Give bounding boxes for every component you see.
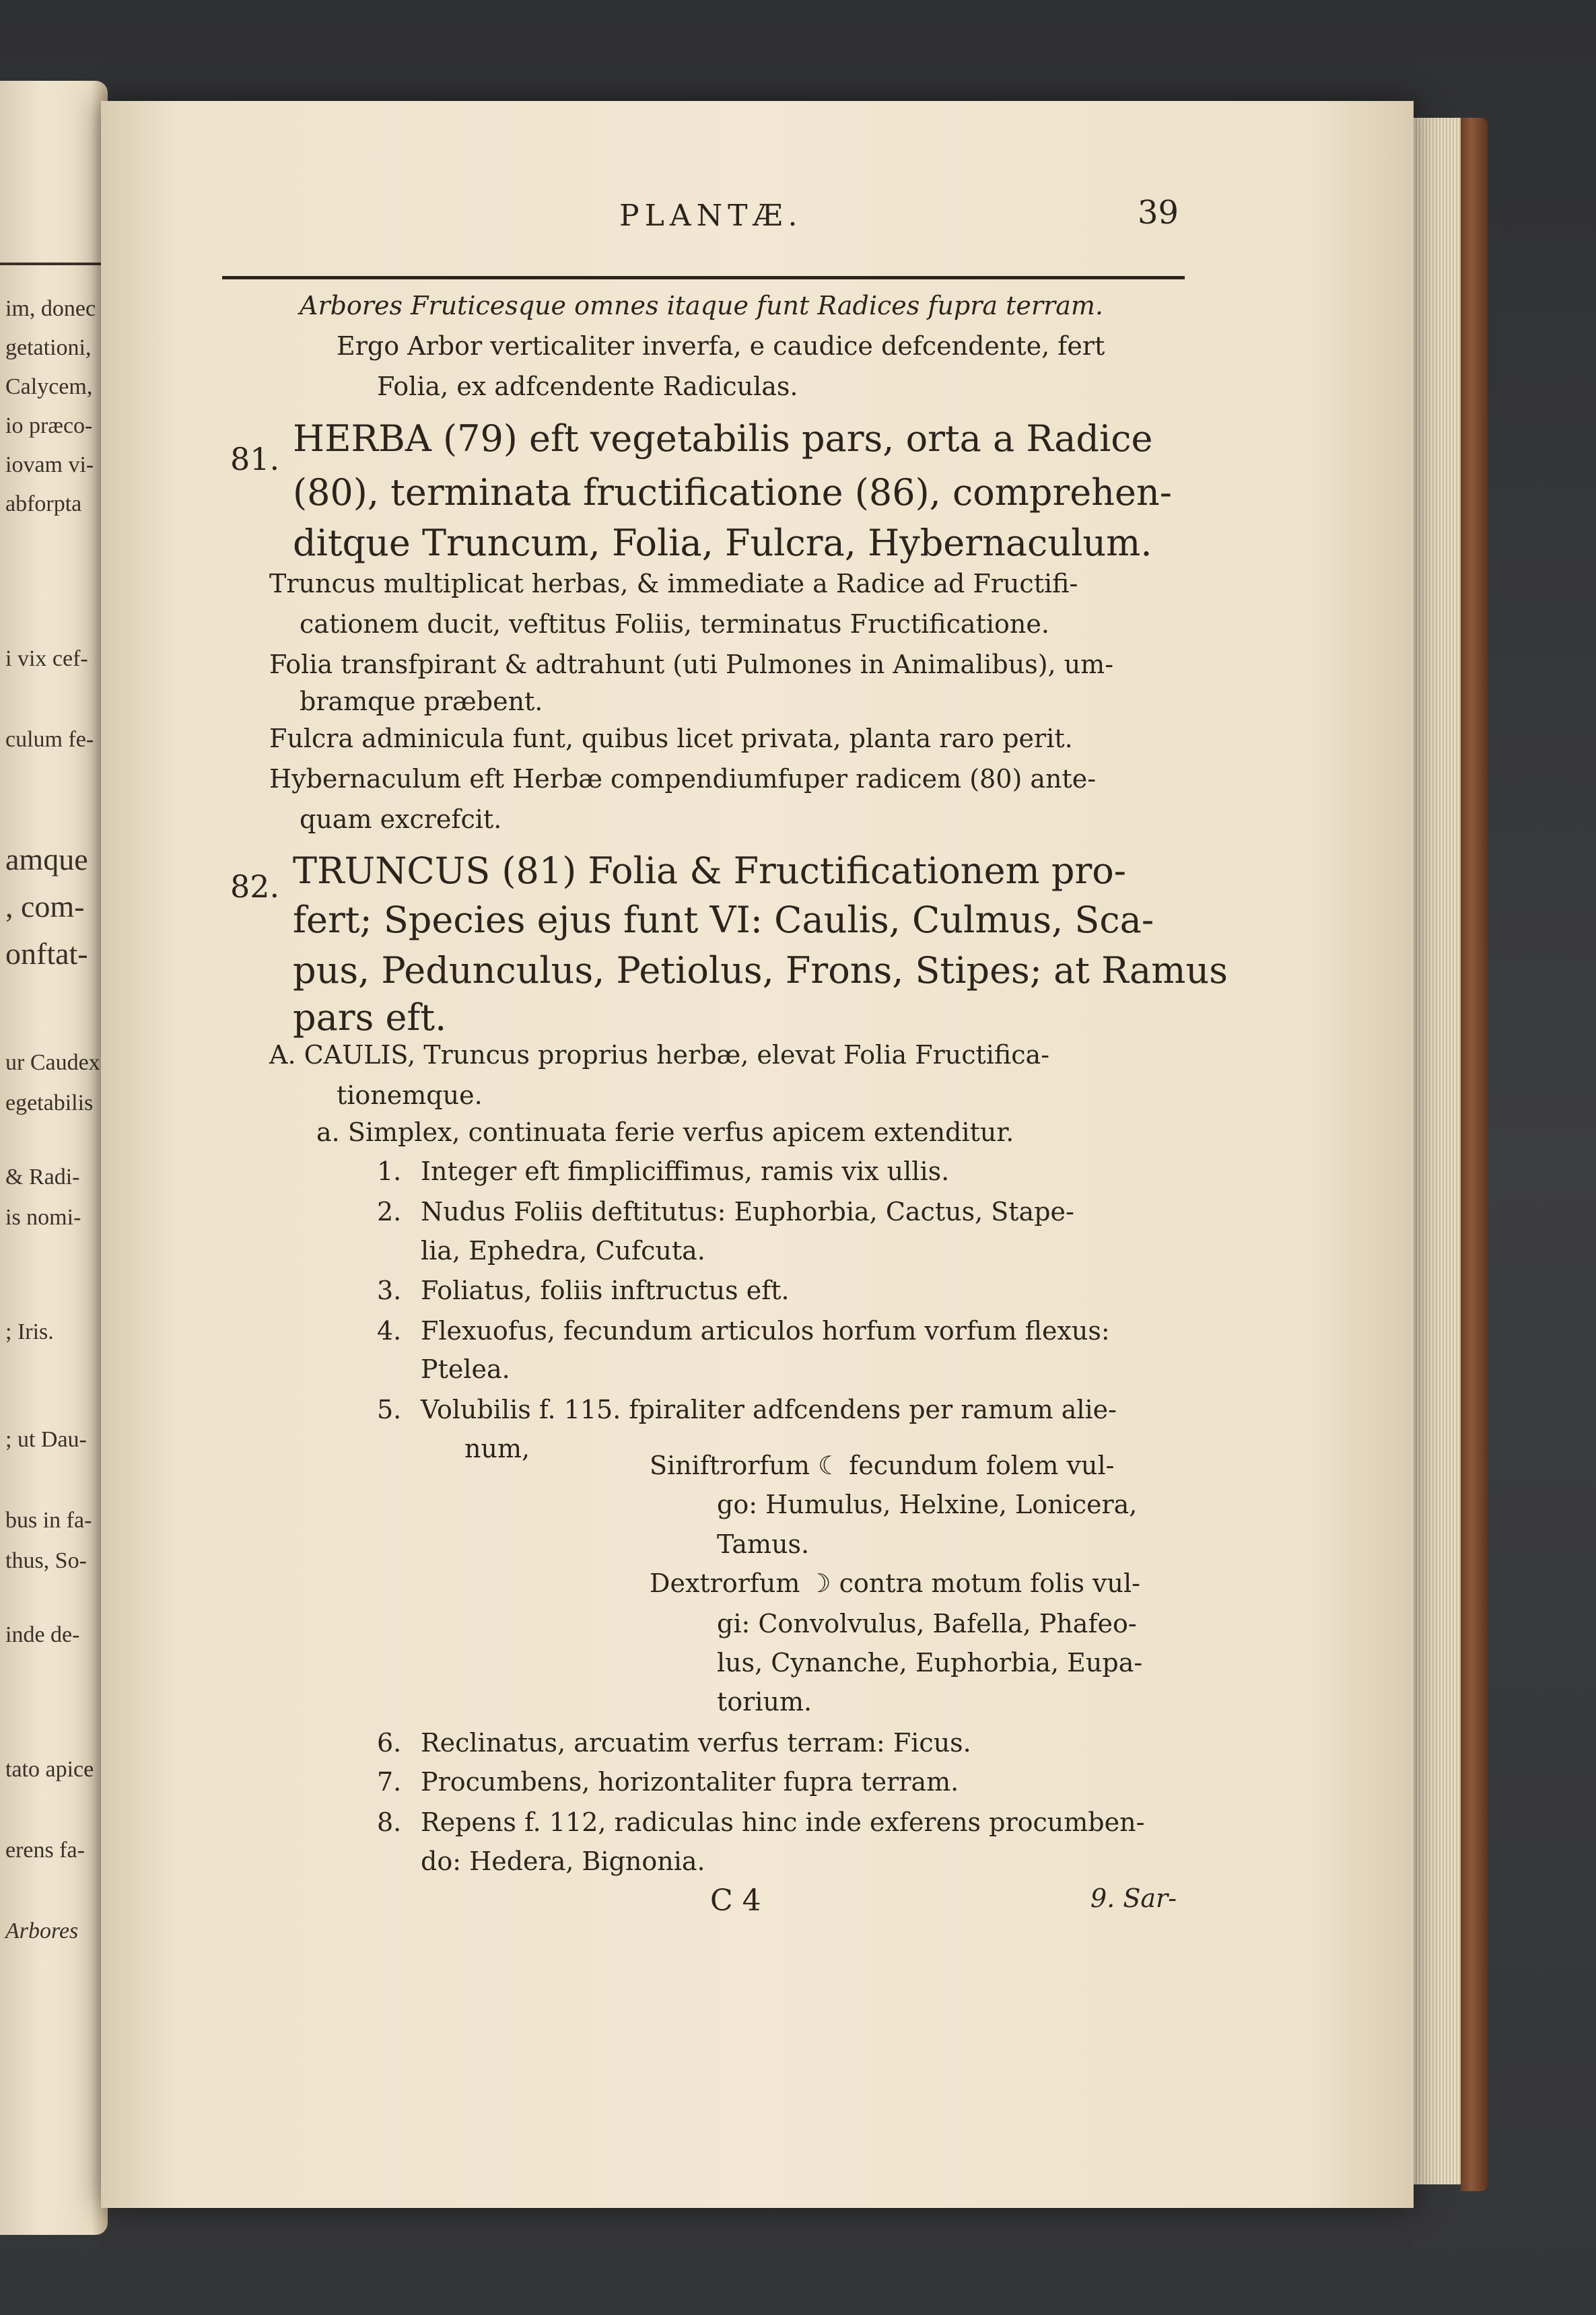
s82-line: pus, Pedunculus, Petiolus, Frons, Stipes; at Ramus — [293, 949, 1228, 992]
item-text: Repens f. 112, radiculas hinc inde exferens procumben- — [421, 1807, 1145, 1837]
item-text: Foliatus, foliis inftructus eft. — [421, 1276, 790, 1305]
intro-line: Arbores Fruticesque omnes itaque funt Radices fupra terram. — [300, 291, 1103, 320]
left-fragment: Arbores — [5, 1919, 79, 1943]
running-title: PLANTÆ. — [619, 199, 803, 233]
item-text: lia, Ephedra, Cufcuta. — [421, 1236, 705, 1266]
left-fragment: ; Iris. — [5, 1319, 54, 1344]
item-text: Volubilis f. 115. fpiraliter adfcendens per ramum alie- — [421, 1395, 1117, 1424]
item-text: Procumbens, horizontaliter fupra terram. — [421, 1767, 959, 1797]
item-number: 7. — [377, 1767, 402, 1797]
volubilis-line: Siniftrorfum ☾ fecundum folem vul- — [650, 1451, 1115, 1480]
page-number: 39 — [1138, 194, 1179, 232]
item-number: 1. — [377, 1156, 402, 1186]
item-number: 3. — [377, 1276, 402, 1305]
item-text: Flexuofus, fecundum articulos horfum vorfum flexus: — [421, 1316, 1110, 1346]
left-fragment: egetabilis — [5, 1091, 94, 1115]
s81-line: HERBA (79) eft vegetabilis pars, orta a Radice — [293, 417, 1153, 460]
volubilis-line: Dextrorfum ☽ contra motum folis vul- — [650, 1568, 1140, 1598]
s82-line: TRUNCUS (81) Folia & Fructificationem pro- — [293, 850, 1127, 892]
left-fragment: bus in fa- — [5, 1508, 92, 1533]
s81-note: quam excrefcit. — [300, 804, 502, 834]
left-facing-page — [0, 81, 108, 2235]
intro-line: Folia, ex adfcendente Radiculas. — [377, 372, 798, 401]
left-fragment: getationi, — [5, 335, 92, 360]
volubilis-line: gi: Convolvulus, Bafella, Phafeo- — [717, 1609, 1137, 1638]
s81-line: (80), terminata fructificatione (86), comprehen- — [293, 471, 1173, 514]
left-fragment: ; ut Dau- — [5, 1427, 87, 1452]
s81-line: ditque Truncum, Folia, Fulcra, Hybernaculum. — [293, 522, 1152, 564]
item-number: 8. — [377, 1807, 402, 1837]
volubilis-line: go: Humulus, Helxine, Lonicera, — [717, 1490, 1138, 1519]
section-number-82: 82. — [230, 868, 280, 905]
volubilis-line: Tamus. — [717, 1529, 810, 1559]
section-number-81: 81. — [230, 441, 280, 477]
item-number: 5. — [377, 1395, 402, 1424]
s81-note: bramque præbent. — [300, 687, 543, 716]
caulis-line: tionemque. — [337, 1080, 483, 1110]
left-fragment: i vix cef- — [5, 646, 88, 671]
left-fragment: io præco- — [5, 413, 93, 438]
intro-line: Ergo Arbor verticaliter inverfa, e caudice defcendente, fert — [337, 331, 1105, 361]
left-fragment: im, donec — [5, 296, 96, 321]
item-text: Integer eft fimpliciffimus, ramis vix ullis. — [421, 1156, 950, 1186]
left-fragment: & Radi- — [5, 1165, 80, 1189]
header-rule — [222, 276, 1185, 279]
s81-note: cationem ducit, veftitus Foliis, terminatus Fructificatione. — [300, 609, 1049, 639]
item-text: Reclinatus, arcuatim verfus terram: Ficus. — [421, 1728, 971, 1758]
item-number: 6. — [377, 1728, 402, 1758]
item-text: Nudus Foliis deftitutus: Euphorbia, Cactus, Stape- — [421, 1197, 1074, 1226]
item-number: 2. — [377, 1197, 402, 1226]
s81-note: Folia transfpirant & adtrahunt (uti Pulmones in Animalibus), um- — [269, 650, 1114, 679]
volubilis-line: torium. — [717, 1687, 812, 1717]
item-number: 4. — [377, 1316, 402, 1346]
s81-note: Hybernaculum eft Herbæ compendiumfuper radicem (80) ante- — [269, 764, 1097, 794]
left-fragment: Calycem, — [5, 374, 93, 399]
left-fragment: abforpta — [5, 491, 82, 516]
book-cover — [1461, 118, 1488, 2191]
item-text: num, — [464, 1434, 530, 1463]
volubilis-line: lus, Cynanche, Euphorbia, Eupa- — [717, 1648, 1143, 1678]
left-page-rule — [0, 263, 101, 265]
catchword: 9. Sar- — [1090, 1884, 1177, 1913]
item-text: Ptelea. — [421, 1354, 510, 1384]
s82-line: pars eft. — [293, 996, 447, 1039]
s82-line: fert; Species ejus funt VI: Caulis, Culmus, Sca- — [293, 899, 1154, 941]
left-fragment: is nomi- — [5, 1205, 81, 1230]
left-fragment: erens fa- — [5, 1838, 85, 1863]
left-fragment: culum fe- — [5, 727, 94, 752]
s81-note: Truncus multiplicat herbas, & immediate a Radice ad Fructifi- — [269, 569, 1078, 598]
caulis-line: A. CAULIS, Truncus proprius herbæ, elevat Folia Fructifica- — [269, 1040, 1050, 1070]
left-fragment: inde de- — [5, 1622, 80, 1647]
left-fragment: onftat- — [5, 936, 88, 971]
signature-mark: C 4 — [710, 1884, 761, 1918]
left-fragment: tato apice — [5, 1757, 94, 1782]
left-fragment: , com- — [5, 889, 85, 924]
item-text: do: Hedera, Bignonia. — [421, 1846, 705, 1876]
left-fragment: thus, So- — [5, 1548, 87, 1573]
left-fragment: iovam vi- — [5, 452, 94, 477]
left-fragment: amque — [5, 842, 88, 876]
s81-note: Fulcra adminicula funt, quibus licet privata, planta raro perit. — [269, 724, 1073, 753]
caulis-line: a. Simplex, continuata ferie verfus apicem extenditur. — [316, 1117, 1014, 1147]
left-fragment: ur Caudex — [5, 1050, 100, 1075]
